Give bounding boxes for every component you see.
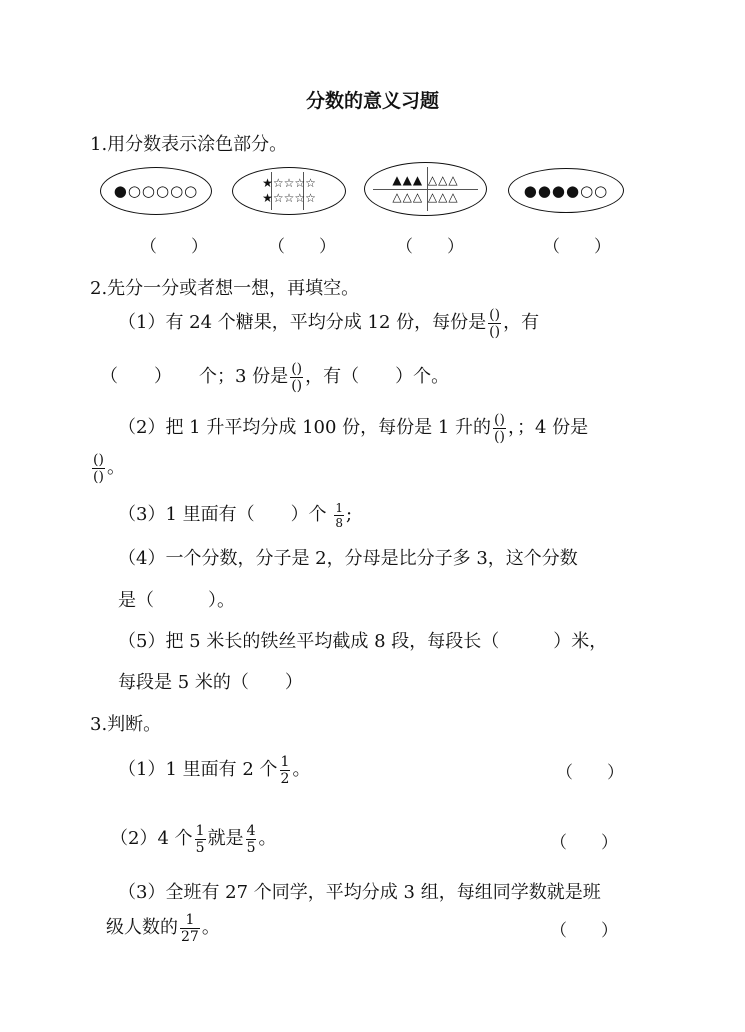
triangles-row-1: ▲▲▲ △△△ (392, 173, 459, 187)
fraction-one-27th: $\frac{1}{27}$ (181, 911, 199, 945)
q2-item-1-line-1: （1）有 24 个糖果，平均分成 12 份，每份是 $\frac{()}{()}$ ，有 (118, 306, 540, 340)
q2-item-2-line-2: $\frac{()}{()}$ 。 (93, 451, 125, 485)
oval-figure-1 (100, 167, 212, 215)
fraction-one-eighth: $\frac{1}{8}$ (335, 500, 343, 530)
oval-figure-2 (232, 167, 346, 215)
stars-row-1: ★☆☆☆☆ (262, 176, 316, 190)
fraction-four-fifths: $\frac{4}{5}$ (246, 822, 256, 856)
q2-heading: 2.先分一分或者想一想，再填空。 (90, 278, 360, 299)
fraction-blank[interactable]: $\frac{()}{()}$ (489, 306, 501, 340)
fraction-blank[interactable]: $\frac{()}{()}$ (93, 451, 104, 485)
answer-blank-3[interactable]: （ ） (396, 237, 464, 257)
answer-blank-2[interactable]: （ ） (268, 237, 336, 257)
fraction-one-fifth: $\frac{1}{5}$ (195, 822, 205, 856)
fraction-blank[interactable]: $\frac{()}{()}$ (494, 411, 505, 445)
q3-heading: 3.判断。 (90, 714, 162, 735)
q2-item-4-line-2: 是（ ）。 (118, 590, 235, 611)
q2-item-5-line-1: （5）把 5 米长的铁丝平均截成 8 段，每段长（ ）米， (118, 631, 608, 652)
q3-item-1: （1）1 里面有 2 个 $\frac{1}{2}$ 。 (118, 753, 311, 787)
q2-item-5-line-2: 每段是 5 米的（ ） (118, 672, 303, 693)
stars-row-2: ★☆☆☆☆ (262, 191, 316, 205)
page-title: 分数的意义习题 (305, 90, 439, 112)
q3-item-2: （2）4 个 $\frac{1}{5}$ 就是 $\frac{4}{5}$ 。 (110, 822, 277, 856)
q2-item-4-line-1: （4）一个分数，分子是 2，分母是比分子多 3，这个分数 (118, 548, 578, 569)
answer-blank-1[interactable]: （ ） (140, 237, 208, 257)
triangles-row-2: △△△ △△△ (392, 190, 459, 204)
triangles-grid (392, 172, 458, 206)
fraction-blank[interactable]: $\frac{()}{()}$ (291, 360, 303, 394)
oval-figure-3 (364, 162, 487, 216)
answer-blank-4[interactable]: （ ） (543, 237, 611, 257)
judge-blank-3[interactable]: （ ） (550, 921, 618, 941)
judge-blank-1[interactable]: （ ） (556, 763, 624, 783)
q3-item-3-line-2: 级人数的 $\frac{1}{27}$ 。 (106, 911, 220, 945)
fraction-one-half: $\frac{1}{2}$ (280, 753, 290, 787)
stars-grid (262, 176, 316, 206)
oval-figure-4 (508, 168, 624, 213)
q1-heading: 1.用分数表示涂色部分。 (90, 134, 288, 155)
circles-4-of-6: ●●●●○○ (523, 181, 609, 200)
circles-1-of-6: ●○○○○○ (113, 182, 199, 200)
q2-item-2-line-1: （2）把 1 升平均分成 100 份，每份是 1 升的 $\frac{()}{()}$ ，；4 份是 (118, 411, 589, 445)
q3-item-3-line-1: （3）全班有 27 个同学，平均分成 3 组，每组同学数就是班 (118, 882, 601, 903)
q2-item-1-line-2: （ ） 个；3 份是 $\frac{()}{()}$ ，有（ ）个。 (100, 360, 450, 394)
judge-blank-2[interactable]: （ ） (550, 833, 618, 853)
q2-item-3: （3）1 里面有（ ）个 $\frac{1}{8}$ ; (118, 500, 353, 530)
